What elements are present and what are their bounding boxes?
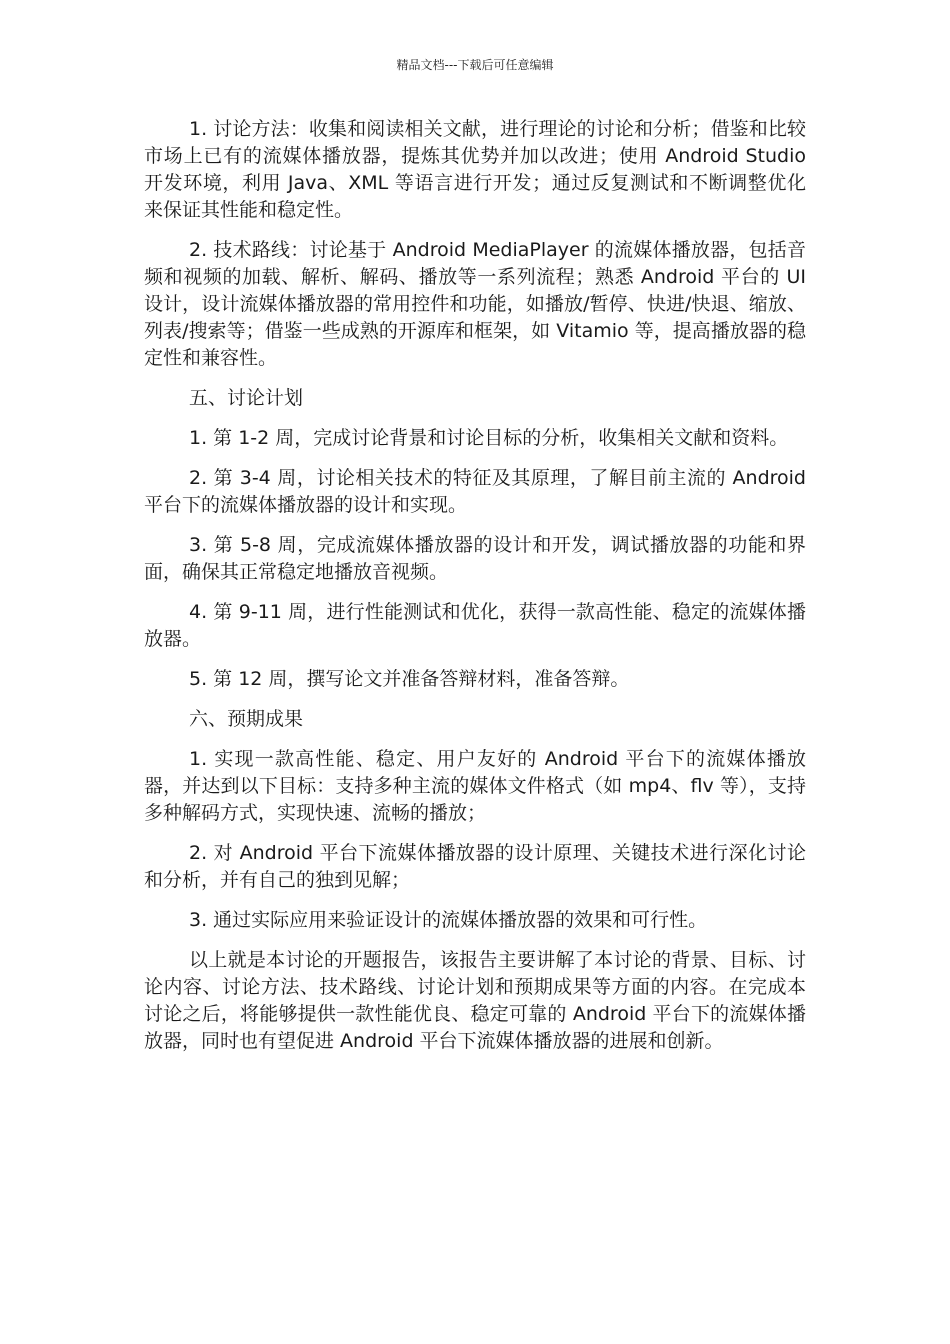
section-heading-plan: 五、讨论计划 [189, 387, 304, 409]
plan-item-1: 1. 第 1-2 周，完成讨论背景和讨论目标的分析，收集相关文献和资料。 [189, 427, 789, 449]
outcome-item-3: 3. 通过实际应用来验证设计的流媒体播放器的效果和可行性。 [189, 909, 708, 931]
plan-item-4: 4. 第 9-11 周，进行性能测试和优化，获得一款高性能、稳定的流媒体播放器。 [144, 601, 806, 650]
plan-item-2: 2. 第 3-4 周，讨论相关技术的特征及其原理，了解目前主流的 Android 平台下的流媒体播放器的设计和实现。 [144, 467, 806, 516]
outcome-item-1: 1. 实现一款高性能、稳定、用户友好的 Android 平台下的流媒体播放器，并达到以下目标：支持多种主流的媒体文件格式（如 mp4、flv 等），支持多种解码方式，实现快速、流畅的播放； [144, 748, 806, 824]
plan-item-5: 5. 第 12 周，撰写论文并准备答辩材料，准备答辩。 [189, 668, 630, 690]
page-header: 精品文档---下载后可任意编辑 [396, 58, 554, 72]
paragraph-conclusion: 以上就是本讨论的开题报告，该报告主要讲解了本讨论的背景、目标、讨论内容、讨论方法、技术路线、讨论计划和预期成果等方面的内容。在完成本讨论之后，将能够提供一款性能优良、稳定可靠的 Android 平台下的流媒体播放器，同时也有望促进 Android 平台下流媒体播放器的进展和创新。 [144, 949, 806, 1052]
document-body [144, 116, 806, 1068]
plan-item-3: 3. 第 5-8 周，完成流媒体播放器的设计和开发，调试播放器的功能和界面，确保其正常稳定地播放音视频。 [144, 534, 806, 583]
outcome-item-2: 2. 对 Android 平台下流媒体播放器的设计原理、关键技术进行深化讨论和分析，并有自己的独到见解； [144, 842, 806, 891]
section-heading-outcomes: 六、预期成果 [189, 708, 304, 730]
paragraph-technical-route: 2. 技术路线：讨论基于 Android MediaPlayer 的流媒体播放器，包括音频和视频的加载、解析、解码、播放等一系列流程；熟悉 Android 平台的 UI 设计，设计流媒体播放器的常用控件和功能，如播放/暂停、快进/快退、缩放、列表/搜索等；借鉴一些成熟的开源库和框架，如 Vitamio 等，提高播放器的稳定性和兼容性。 [144, 239, 806, 369]
paragraph-research-methods: 1. 讨论方法：收集和阅读相关文献，进行理论的讨论和分析；借鉴和比较市场上已有的流媒体播放器，提炼其优势并加以改进；使用 Android Studio 开发环境，利用 Java、XML 等语言进行开发；通过反复测试和不断调整优化来保证其性能和稳定性。 [144, 118, 806, 221]
